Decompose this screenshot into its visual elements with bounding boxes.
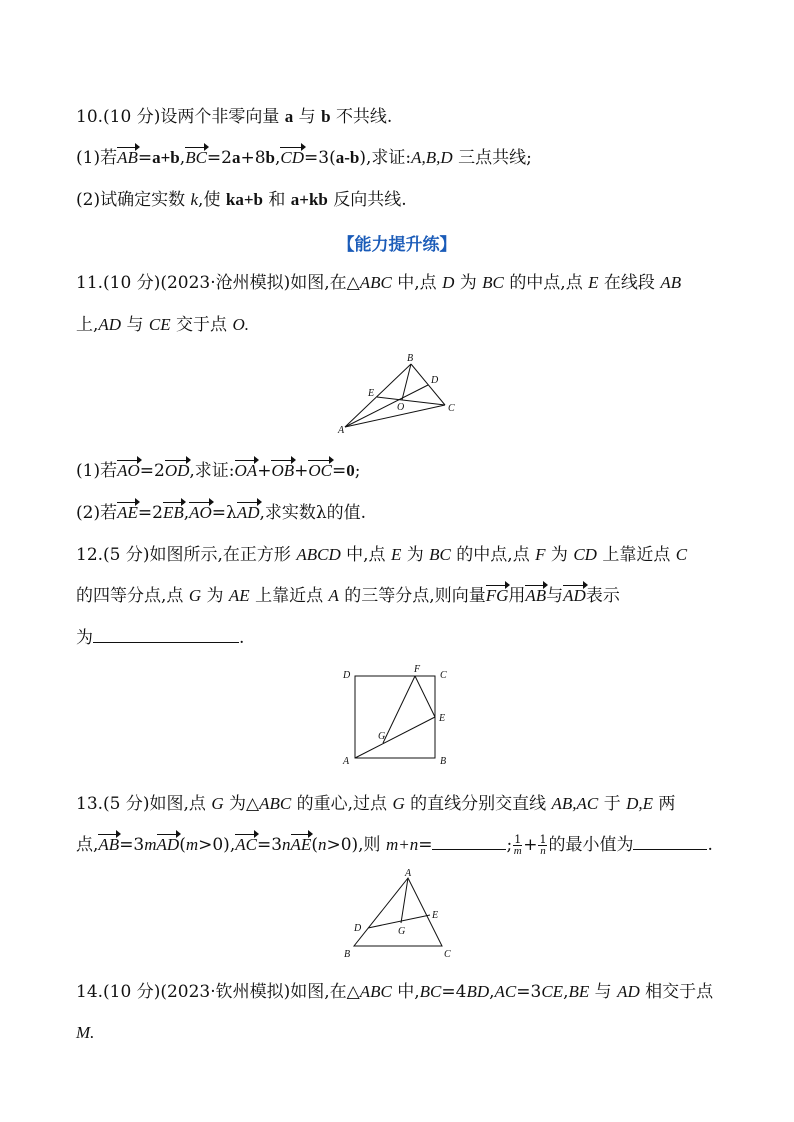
q12-answer-blank[interactable] — [93, 626, 239, 643]
q11-label-e: E — [368, 388, 375, 399]
q11-part1: (1)若AO=2OD,求证:OA+OB+OC=0; — [76, 461, 361, 481]
q13-fraction-2: $\frac{1}{n}$ — [539, 833, 547, 857]
q13-label-g: G — [398, 926, 406, 937]
q13-answer-blank-1[interactable] — [432, 833, 506, 850]
q10-stem: 10.(10 分)设两个非零向量 a 与 b 不共线. — [76, 107, 393, 127]
q12-stem-line3: 为 . — [76, 628, 245, 648]
q12-stem-line1: 12.(5 分)如图所示,在正方形 ABCD 中,点 E 为 BC 的中点,点 F 为 CD 上靠近点 C — [76, 545, 688, 565]
q12-stem-line2: 的四等分点,点 G 为 AE 上靠近点 A 的三等分点,则向量FG用AB与AD表示 — [76, 586, 620, 606]
q11-figure — [335, 352, 465, 437]
q11-label-o: O — [397, 402, 405, 413]
q12-label-f: F — [414, 664, 421, 675]
q12-label-c: C — [440, 670, 447, 681]
q12-label-b: B — [440, 756, 447, 767]
section-title: 【能力提升练】 — [337, 235, 457, 255]
q13-answer-blank-2[interactable] — [633, 833, 707, 850]
q13-label-b: B — [344, 949, 351, 960]
q13-figure — [340, 868, 455, 963]
q11-part2: (2)若AE=2EB,AO=λAD,求实数λ的值. — [76, 503, 367, 523]
q13-label-d: D — [354, 923, 362, 934]
q13-stem-line1: 13.(5 分)如图,点 G 为△ABC 的重心,过点 G 的直线分别交直线 AB,AC 于 D,E 两 — [76, 794, 676, 814]
q12-label-a: A — [343, 756, 350, 767]
q13-label-e: E — [432, 910, 439, 921]
q13-stem-line2: 点,AB=3mAD(m>0),AC=3nAE(n>0),则 m+n= ; $\frac{1}{m}$ + $\frac{1}{n}$ 的最小值为 . — [76, 833, 713, 857]
q13-label-a: A — [405, 868, 412, 879]
q12-label-e: E — [439, 713, 446, 724]
q12-figure — [340, 664, 455, 769]
q12-label-d: D — [343, 670, 351, 681]
q12-label-g: G — [378, 731, 386, 742]
q14-stem-line2: M. — [76, 1023, 95, 1042]
q11-label-c: C — [448, 403, 455, 414]
q11-stem-line2: 上,AD 与 CE 交于点 O. — [76, 315, 249, 335]
q14-stem-line1: 14.(10 分)(2023·钦州模拟)如图,在△ABC 中,BC=4BD,AC=3CE,BE 与 AD 相交于点 — [76, 982, 714, 1002]
q10-part1: (1)若AB=a+b,BC=2a+8b,CD=3(a-b),求证:A,B,D 三点共线; — [76, 148, 532, 168]
q10-part2: (2)试确定实数 k,使 ka+b 和 a+kb 反向共线. — [76, 190, 407, 210]
q11-label-b: B — [407, 353, 414, 364]
q13-label-c: C — [444, 949, 451, 960]
q11-label-a: A — [338, 425, 345, 436]
q13-fraction-1: $\frac{1}{m}$ — [513, 833, 522, 857]
q11-stem-line1: 11.(10 分)(2023·沧州模拟)如图,在△ABC 中,点 D 为 BC 的中点,点 E 在线段 AB — [76, 273, 682, 293]
q11-label-d: D — [431, 375, 439, 386]
